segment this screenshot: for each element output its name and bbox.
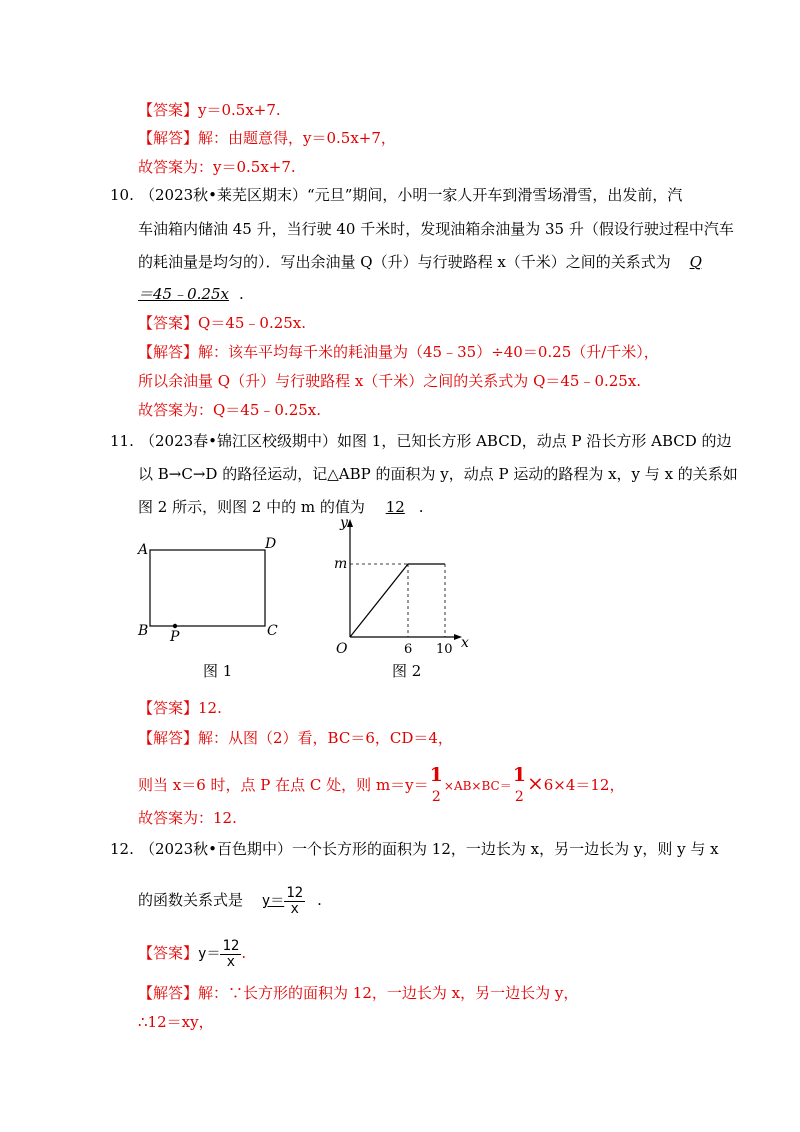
- point-p-dot: [173, 624, 177, 628]
- q12-line1: （2023秋•百色期中）一个长方形的面积为 12，一边长为 x，另一边长为 y，则 y 与 x: [140, 840, 719, 858]
- answer-denominator: x: [226, 953, 236, 970]
- q10-blank-part1: Q: [689, 253, 702, 271]
- q11-figure-1: [130, 530, 300, 690]
- q12-end: .: [317, 891, 322, 909]
- fig1-caption: 图 1: [203, 662, 233, 680]
- blank-denominator: x: [290, 900, 299, 917]
- q10-solution-line1: [138, 342, 659, 362]
- blank-y: y＝: [261, 893, 285, 909]
- blank-numerator: 12: [286, 884, 304, 901]
- solution-tag: 【解答】: [138, 729, 199, 747]
- q12-line2-text: 的函数关系式是: [138, 891, 244, 909]
- fraction-denominator: 2: [514, 789, 524, 805]
- fig2-caption: 图 2: [392, 662, 422, 680]
- label-p: P: [170, 629, 180, 645]
- q11-answer-line: [138, 698, 222, 718]
- origin-label: O: [336, 641, 348, 657]
- solution-part1: 则当 x＝6 时，点 P 在点 C 处，则 m＝y＝: [138, 776, 429, 794]
- q10-line2: 车油箱内储油 45 升，当行驶 40 千米时，发现油箱余油量为 35 升（假设行驶过程中汽车: [138, 220, 734, 238]
- axis-label-x: x: [461, 635, 469, 651]
- label-c: C: [267, 623, 278, 639]
- solution-part2: ×AB×BC＝: [443, 779, 512, 793]
- q9-answer-line: [138, 100, 281, 120]
- fraction-denominator: 2: [431, 789, 441, 805]
- q12-blank: [248, 884, 317, 917]
- q11-number: 11.: [110, 432, 134, 450]
- q11-solution-line1: [138, 728, 453, 748]
- solution-tag: 【解答】: [138, 984, 199, 1002]
- answer-tag: 【答案】: [138, 101, 199, 119]
- q11-line3-text: 图 2 所示，则图 2 中的 m 的值为: [138, 498, 365, 516]
- q10-end: .: [238, 285, 244, 303]
- fraction-one-half: [430, 764, 443, 808]
- q10-solution-line2: 所以余油量 Q（升）与行驶路程 x（千米）之间的关系式为 Q＝45﹣0.25x.: [138, 372, 642, 390]
- q11-solution-line2: [138, 760, 624, 809]
- answer-tag: 【答案】: [138, 699, 199, 717]
- graph-line: [350, 564, 445, 637]
- solution-text: 解：∵长方形的面积为 12，一边长为 x，另一边长为 y，: [198, 984, 579, 1002]
- q10-number: 10.: [110, 186, 134, 204]
- label-a: A: [138, 542, 149, 558]
- rectangle-abcd: [150, 550, 265, 626]
- axis-label-y: y: [340, 515, 348, 531]
- q10-conclusion: 故答案为：Q＝45﹣0.25x.: [138, 401, 322, 419]
- answer-fraction: [220, 939, 241, 970]
- q11-figure-2: [330, 515, 475, 685]
- fraction-one-half-2: [513, 764, 526, 808]
- q10-line3: [138, 252, 702, 272]
- blank-fraction: [284, 886, 305, 917]
- tick-label-m: m: [334, 556, 348, 572]
- solution-text: 解：从图（2）看，BC＝6，CD＝4，: [198, 729, 453, 747]
- fraction-numerator: 1: [429, 764, 443, 786]
- solution-text: 解：由题意得，y＝0.5x+7，: [198, 129, 396, 147]
- q11-line3: [138, 497, 424, 517]
- q10-line1: （2023秋•莱芜区期末）“元旦”期间，小明一家人开车到滑雪场滑雪，出发前，汽: [140, 186, 683, 204]
- q11-line1: （2023春•锦江区校级期中）如图 1，已知长方形 ABCD，动点 P 沿长方形 ABCD 的边: [140, 432, 732, 450]
- q10-answer-line: [138, 313, 306, 333]
- answer-text: y＝0.5x+7.: [198, 101, 281, 119]
- answer-end: .: [241, 944, 247, 962]
- tick-label-10: 10: [436, 642, 453, 657]
- answer-tag: 【答案】: [138, 314, 199, 332]
- answer-text: 12.: [198, 699, 222, 717]
- q11-end: .: [418, 498, 424, 516]
- q10-blank-part2: ＝45﹣0.25x: [138, 285, 229, 303]
- q11-conclusion: 故答案为：12.: [138, 809, 237, 827]
- answer-tag: 【答案】: [138, 944, 199, 962]
- fraction-numerator: 1: [512, 764, 526, 786]
- label-b: B: [138, 623, 149, 639]
- times-sign: ×: [526, 771, 544, 795]
- q11-blank: 12: [385, 498, 405, 516]
- q10-line4: [138, 284, 244, 304]
- q12-answer-line: [138, 933, 246, 974]
- label-d: D: [265, 536, 277, 552]
- q9-solution-line: [138, 128, 396, 148]
- solution-text: 解：该车平均每千米的耗油量为（45﹣35）÷40＝0.25（升/千米），: [198, 343, 659, 361]
- q10-line3-text: 的耗油量是均匀的）．写出余油量 Q（升）与行驶路程 x（千米）之间的关系式为: [138, 253, 671, 271]
- q12-solution-line2: ∴12＝xy，: [138, 1013, 214, 1031]
- q9-conclusion: 故答案为：y＝0.5x+7.: [138, 158, 296, 176]
- tick-label-6: 6: [404, 642, 413, 657]
- solution-tag: 【解答】: [138, 129, 199, 147]
- q12-number: 12.: [110, 840, 134, 858]
- answer-text: Q＝45﹣0.25x.: [198, 314, 307, 332]
- q11-line2: 以 B→C→D 的路径运动，记△ABP 的面积为 y，动点 P 运动的路程为 x，y 与 x 的关系如: [138, 465, 738, 483]
- q12-line2: [138, 880, 322, 921]
- solution-tag: 【解答】: [138, 343, 199, 361]
- solution-part3: 6×4＝12，: [543, 776, 625, 794]
- q12-solution-line1: [138, 983, 578, 1003]
- answer-y: y＝: [198, 946, 221, 962]
- answer-numerator: 12: [222, 937, 240, 954]
